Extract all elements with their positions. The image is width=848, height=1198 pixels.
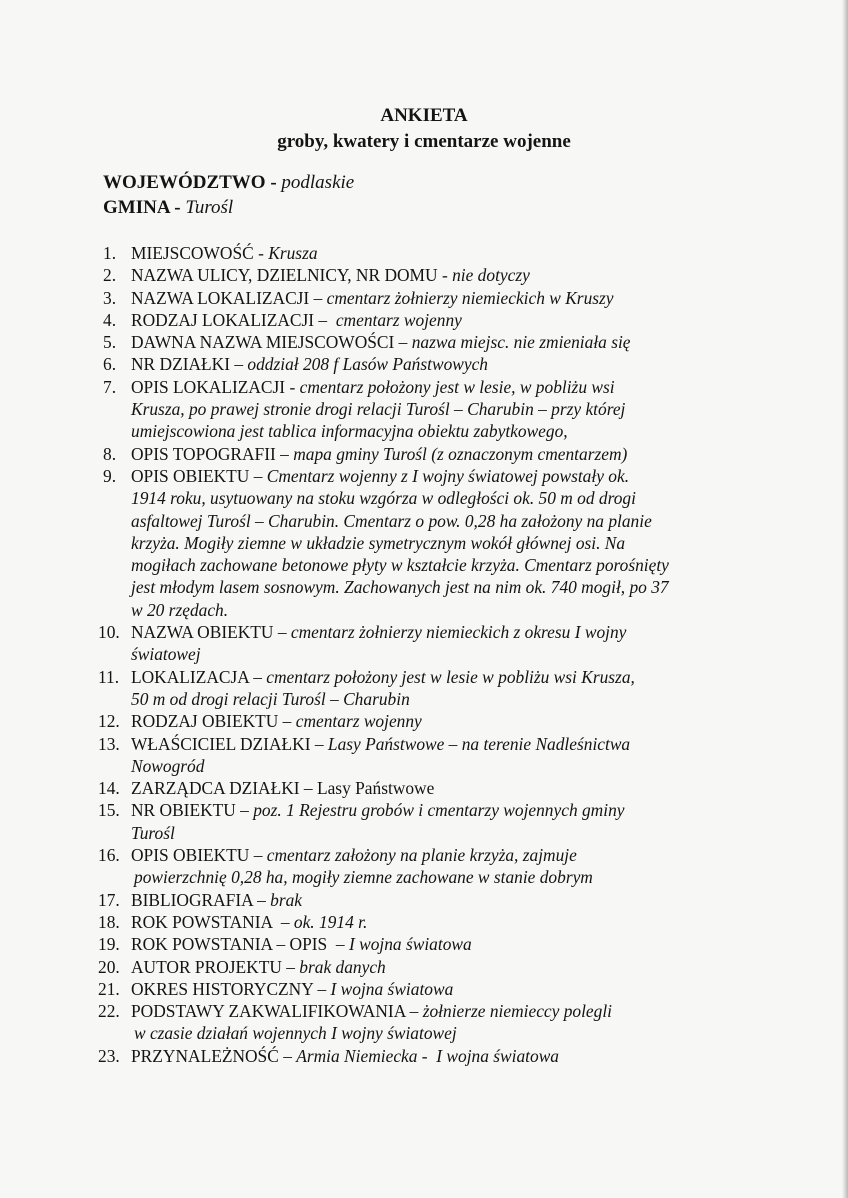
item-number: 5. (103, 332, 117, 353)
item-continuation-line: powierzchnię 0,28 ha, mogiły ziemne zachowane w stanie dobrym (134, 867, 593, 888)
item-value: Cmentarz wojenny z I wojny światowej powstały ok. (266, 465, 630, 486)
item-separator: - (285, 376, 300, 397)
region-header (103, 170, 354, 220)
item-number: 19. (98, 934, 120, 955)
item-label: OPIS OBIEKTU (131, 845, 250, 866)
item-value: oddział 208 f Lasów Państwowych (247, 354, 488, 375)
item-label: BIBLIOGRAFIA (131, 889, 253, 910)
item-number: 6. (103, 354, 117, 375)
header-value: podlaskie (281, 172, 355, 193)
item-label: AUTOR PROJEKTU (131, 956, 282, 977)
survey-item (98, 844, 803, 889)
header-value: Turośl (185, 197, 234, 218)
item-number: 12. (98, 711, 120, 732)
header-separator: - (169, 197, 186, 218)
item-value: poz. 1 Rejestru grobów i cmentarzy wojennych gminy (253, 800, 625, 821)
item-label: PRZYNALEŻNOŚĆ (131, 1045, 279, 1066)
item-number: 3. (103, 287, 117, 308)
item-number: 14. (98, 778, 120, 799)
survey-item (103, 309, 803, 331)
item-value: cmentarz położony jest w lesie, w pobliżu wsi (299, 376, 615, 397)
survey-item (103, 353, 803, 375)
item-label: WŁAŚCICIEL DZIAŁKI (131, 733, 311, 754)
survey-item (103, 331, 803, 353)
item-value: brak (270, 889, 303, 910)
item-number: 18. (98, 911, 120, 932)
document-title: ANKIETA (380, 105, 468, 126)
item-separator: – (248, 666, 267, 687)
item-separator: – (299, 778, 317, 799)
item-label: ROK POWSTANIA – OPIS (131, 934, 328, 955)
survey-item (98, 889, 803, 911)
item-value: mapa gminy Turośl (z oznaczonym cmentarzem) (293, 443, 628, 464)
survey-item (103, 465, 803, 621)
item-continuation-line: 50 m od drogi relacji Turośl – Charubin (131, 688, 410, 709)
item-label: NR OBIEKTU (131, 800, 236, 821)
item-value: brak danych (299, 956, 386, 977)
item-separator: - (253, 243, 269, 263)
item-value: Armia Niemiecka - I wojna światowa (296, 1045, 560, 1066)
item-label: RODZAJ OBIEKTU (131, 711, 279, 732)
header-separator: - (265, 172, 282, 193)
item-number: 13. (98, 733, 120, 754)
survey-item (98, 978, 803, 1000)
item-separator: – (278, 1045, 297, 1066)
item-separator: – (249, 465, 267, 486)
survey-items-list (98, 242, 803, 1067)
item-separator: – (405, 1001, 423, 1022)
item-separator: – (230, 354, 248, 375)
item-number: 8. (103, 443, 117, 464)
item-value: cmentarz założony na planie krzyża, zajmuje (266, 845, 577, 866)
header-line (103, 170, 354, 195)
item-separator: – (273, 622, 291, 643)
item-continuation-line: w czasie działań wojennych I wojny światowej (134, 1023, 457, 1044)
item-label: OPIS LOKALIZACJI (131, 376, 286, 397)
item-continuation-line: mogiłach zachowane betonowe płyty w kształcie krzyża. Cmentarz porośnięty (131, 555, 669, 576)
item-label: NAZWA OBIEKTU (131, 622, 274, 643)
header-label: GMINA (103, 197, 170, 218)
survey-item (103, 443, 803, 465)
item-number: 10. (98, 622, 120, 643)
survey-item (98, 733, 803, 778)
item-label: OPIS TOPOGRAFII (131, 443, 276, 464)
item-continuation-line: umiejscowiona jest tablica informacyjna obiektu zabytkowego, (131, 421, 568, 442)
item-separator: – (252, 889, 271, 910)
item-separator: – (278, 711, 296, 732)
item-value: cmentarz wojenny (331, 309, 462, 330)
item-separator: – (313, 978, 331, 999)
survey-item (98, 1000, 803, 1045)
item-value: I wojna światowa (330, 978, 454, 999)
item-number: 23. (98, 1045, 120, 1066)
survey-item (98, 621, 803, 666)
item-label: OPIS OBIEKTU (131, 465, 250, 486)
survey-item (98, 799, 803, 844)
item-number: 9. (103, 465, 117, 486)
item-separator: – (272, 911, 294, 932)
item-continuation-line: krzyża. Mogiły ziemne w układzie symetrycznym wokół głównej osi. Na (131, 532, 626, 553)
item-value: cmentarz żołnierzy niemieckich w Kruszy (326, 287, 614, 308)
item-label: ROK POWSTANIA (131, 911, 273, 932)
item-separator: – (327, 934, 349, 955)
survey-item (98, 777, 803, 799)
item-separator: – (310, 733, 328, 754)
item-number: 21. (98, 978, 120, 999)
item-label: PODSTAWY ZAKWALIFIKOWANIA (131, 1001, 406, 1022)
survey-item (98, 956, 803, 978)
item-number: 7. (103, 376, 117, 397)
item-continuation-line: jest młodym lasem sosnowym. Zachowanych jest na nim ok. 740 mogił, po 37 (131, 577, 669, 598)
survey-item (103, 376, 803, 443)
document-subtitle: groby, kwatery i cmentarze wojenne (277, 131, 571, 152)
item-number: 4. (103, 309, 117, 330)
item-separator: – (235, 800, 254, 821)
item-label: NAZWA ULICY, DZIELNICY, NR DOMU (131, 265, 438, 286)
item-label: DAWNA NAZWA MIEJSCOWOŚCI (131, 332, 395, 353)
item-value: cmentarz położony jest w lesie w pobliżu wsi Krusza, (266, 666, 635, 687)
item-separator: – (309, 287, 327, 308)
item-separator: – (314, 309, 332, 330)
item-value: I wojna światowa (348, 934, 472, 955)
item-number: 16. (98, 845, 120, 866)
item-separator: – (249, 845, 267, 866)
item-separator: – (275, 443, 294, 464)
item-number: 15. (98, 800, 120, 821)
item-value: Lasy Państwowe (316, 778, 435, 799)
header-label: WOJEWÓDZTWO (103, 172, 266, 193)
item-number: 22. (98, 1001, 120, 1022)
survey-item (103, 287, 803, 309)
item-label: MIEJSCOWOŚĆ (131, 243, 254, 263)
item-label: OKRES HISTORYCZNY (131, 978, 314, 999)
item-number: 11. (98, 666, 120, 687)
item-number: 20. (98, 956, 120, 977)
item-value: Krusza (268, 243, 318, 263)
item-number: 17. (98, 889, 120, 910)
item-continuation-line: światowej (131, 644, 201, 665)
item-value: cmentarz żołnierzy niemieckich z okresu I wojny (290, 622, 627, 643)
header-line (103, 195, 354, 220)
item-label: ZARZĄDCA DZIAŁKI (131, 778, 300, 799)
item-separator: – (281, 956, 300, 977)
item-continuation-line: Turośl (131, 822, 175, 843)
item-continuation-line: Nowogród (131, 755, 205, 776)
item-number: 2. (103, 265, 117, 286)
item-separator: – (394, 332, 412, 353)
item-label: LOKALIZACJA (131, 666, 249, 687)
item-value: nie dotyczy (452, 265, 530, 286)
survey-item (98, 1045, 803, 1067)
survey-item (103, 242, 803, 264)
survey-item (98, 911, 803, 933)
item-continuation-line: 1914 roku, usytuowany na stoku wzgórza w odległości ok. 50 m od drogi (131, 488, 636, 509)
item-value: żołnierze niemieccy polegli (422, 1001, 613, 1022)
item-separator: - (437, 265, 453, 286)
item-number: 1. (103, 243, 117, 263)
item-continuation-line: Krusza, po prawej stronie drogi relacji Turośl – Charubin – przy której (131, 399, 626, 420)
item-label: RODZAJ LOKALIZACJI (131, 309, 315, 330)
item-value: nazwa miejsc. nie zmieniała się (411, 332, 631, 353)
survey-item (98, 933, 803, 955)
item-value: cmentarz wojenny (295, 711, 422, 732)
item-value: ok. 1914 r. (293, 911, 368, 932)
item-continuation-line: asfaltowej Turośl – Charubin. Cmentarz o pow. 0,28 ha założony na planie (131, 510, 652, 531)
item-label: NAZWA LOKALIZACJI (131, 287, 310, 308)
survey-item (98, 666, 803, 711)
item-value: Lasy Państwowe – na terenie Nadleśnictwa (327, 733, 631, 754)
survey-item (98, 710, 803, 732)
item-label: NR DZIAŁKI (131, 354, 231, 375)
scan-edge-shadow (842, 0, 848, 1198)
survey-item (103, 264, 803, 286)
item-continuation-line: w 20 rzędach. (131, 599, 229, 620)
